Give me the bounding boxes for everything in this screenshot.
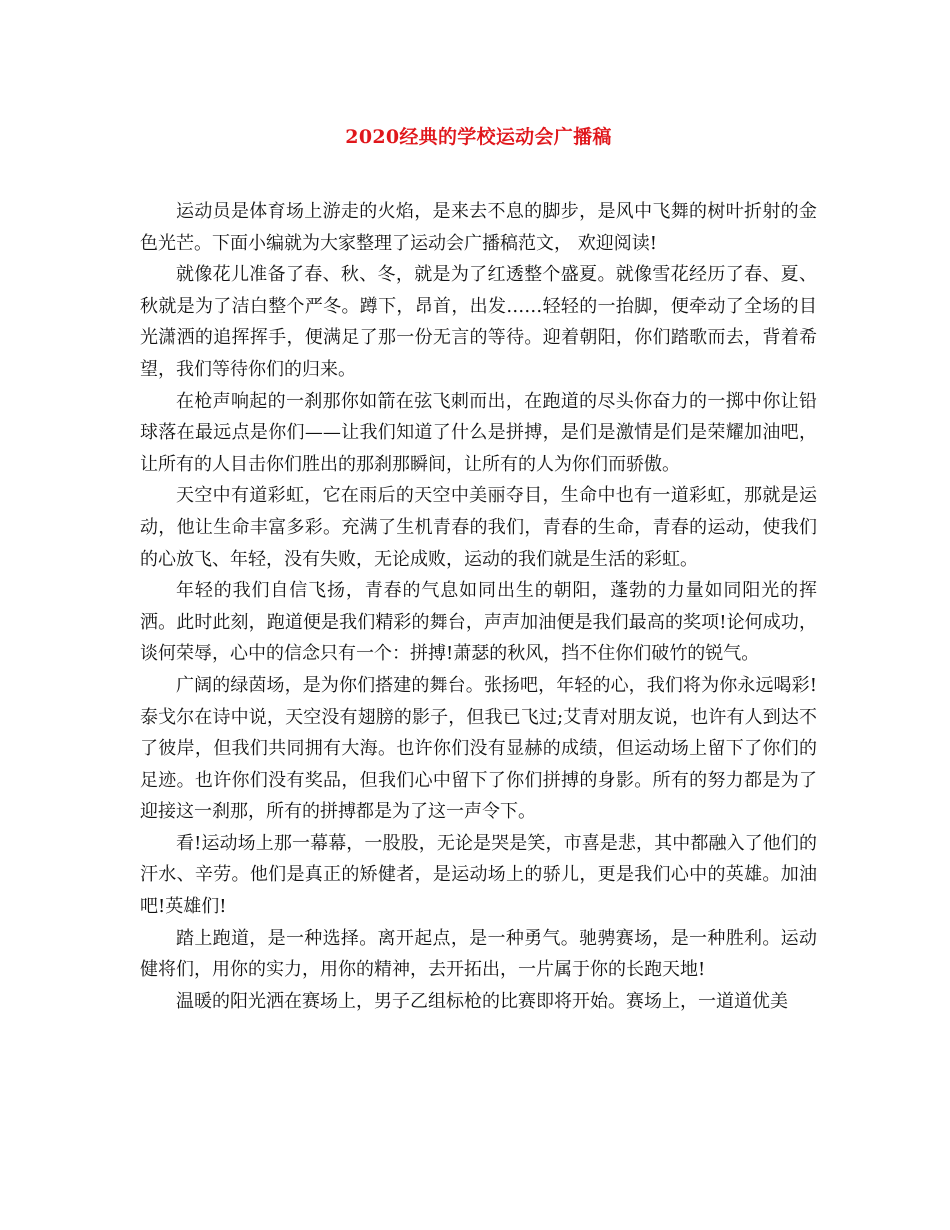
document-title: 2020经典的学校运动会广播稿 xyxy=(345,126,612,148)
paragraph: 就像花儿准备了春、秋、冬，就是为了红透整个盛夏。就像雪花经历了春、夏、秋就是为了洁白整个严冬。蹲下，昂首，出发……轻轻的一抬脚，便牵动了全场的目光潇洒的追挥挥手，便满足了那一份无言的等待。迎着朝阳，你们踏歌而去，背着希望，我们等待你们的归来。 xyxy=(140,264,817,380)
paragraph: 踏上跑道，是一种选择。离开起点，是一种勇气。驰骋赛场，是一种胜利。运动健将们，用你的实力，用你的精神，去开拓出，一片属于你的长跑天地! xyxy=(140,927,817,981)
paragraph: 温暖的阳光洒在赛场上，男子乙组标枪的比赛即将开始。赛场上，一道道优美 xyxy=(176,990,788,1012)
paragraph: 在枪声响起的一刹那你如箭在弦飞刺而出，在跑道的尽头你奋力的一掷中你让铅球落在最远点是你们——让我们知道了什么是拼搏，是们是激情是们是荣耀加油吧，让所有的人目击你们胜出的那刹那瞬间，让所有的人为你们而骄傲。 xyxy=(140,390,817,475)
document-body xyxy=(140,196,817,1017)
paragraph: 广阔的绿茵场，是为你们搭建的舞台。张扬吧，年轻的心，我们将为你永远喝彩!泰戈尔在诗中说，天空没有翅膀的影子，但我已飞过;艾青对朋友说，也许有人到达不了彼岸，但我们共同拥有大海。也许你们没有显赫的成绩，但运动场上留下了你们的足迹。也许你们没有奖品，但我们心中留下了你们拼搏的身影。所有的努力都是为了迎接这一刹那，所有的拼搏都是为了这一声令下。 xyxy=(140,674,817,823)
paragraph: 运动员是体育场上游走的火焰，是来去不息的脚步，是风中飞舞的树叶折射的金色光芒。下面小编就为大家整理了运动会广播稿范文， 欢迎阅读! xyxy=(140,201,817,254)
paragraph: 年轻的我们自信飞扬，青春的气息如同出生的朝阳，蓬勃的力量如同阳光的挥洒。此时此刻，跑道便是我们精彩的舞台，声声加油便是我们最高的奖项!论何成功，谈何荣辱，心中的信念只有一个：拼搏!萧瑟的秋风，挡不住你们破竹的锐气。 xyxy=(140,580,817,665)
paragraph: 天空中有道彩虹，它在雨后的天空中美丽夺目，生命中也有一道彩虹，那就是运动，他让生命丰富多彩。充满了生机青春的我们，青春的生命，青春的运动，使我们的心放飞、年轻，没有失败，无论成败，运动的我们就是生活的彩虹。 xyxy=(140,485,817,570)
paragraph: 看!运动场上那一幕幕，一股股，无论是哭是笑，市喜是悲，其中都融入了他们的汗水、辛劳。他们是真正的矫健者，是运动场上的骄儿，更是我们心中的英雄。加油吧!英雄们! xyxy=(140,832,817,918)
